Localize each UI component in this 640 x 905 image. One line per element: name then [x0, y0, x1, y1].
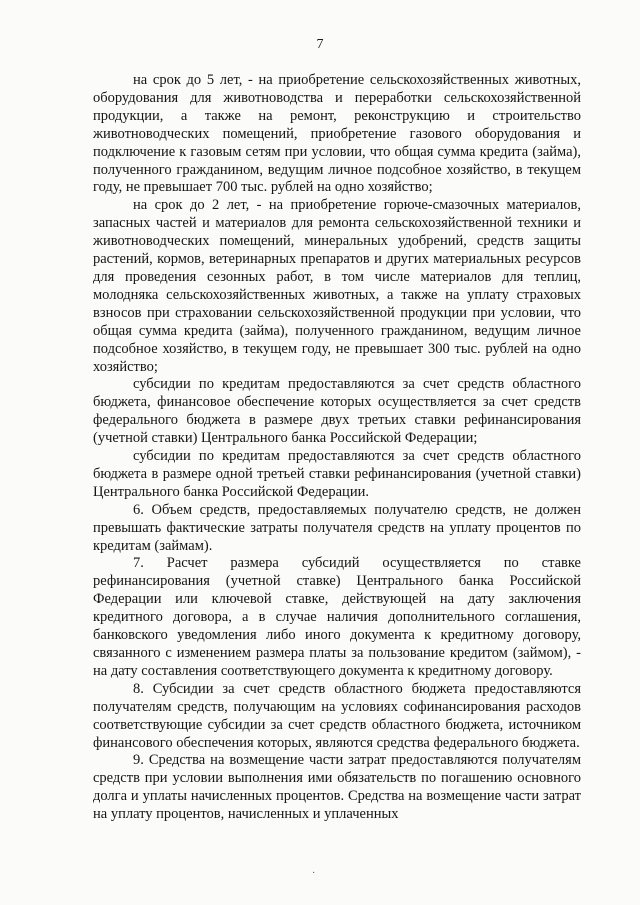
paragraph-term-2-years: на срок до 2 лет, - на приобретение горюче-смазочных материалов, запасных частей и материалов для ремонта сельскохозяйственной техники и животноводческих помещений, минеральных удобрений, средств защиты растений, кормов, ветеринарных препаратов и других материальных ресурсов для проведения сезонных работ, в том числе материалов для теплиц, молодняка сельскохозяйственных животных, а также на уплату страховых взносов при страховании сельскохозяйственной продукции при условии, что общая сумма кредита (займа), полученного гражданином, ведущим личное подсобное хозяйство, в текущем году, не превышает 300 тыс. рублей на одно хозяйство; [93, 197, 581, 375]
paragraph-item-8: 8. Субсидии за счет средств областного бюджета предоставляются получателям средств, получающим на условиях софинансирования расходов соответствующие субсидии за счет средств областного бюджета, источником финансового обеспечения которых, являются средства федерального бюджета. [93, 680, 581, 751]
document-body [93, 72, 581, 824]
page-number: 7 [316, 37, 324, 52]
paragraph-term-5-years: на срок до 5 лет, - на приобретение сельскохозяйственных животных, оборудования для животноводства и переработки сельскохозяйственной продукции, а также на ремонт, реконструкцию и строительство животноводческих помещений, приобретение газового оборудования и подключение к газовым сетям при условии, что общая сумма кредита (займа), полученного гражданином, ведущим личное подсобное хозяйство, в текущем году, не превышает 700 тыс. рублей на одно хозяйство; [93, 72, 581, 196]
paragraph-federal-subsidy: субсидии по кредитам предоставляются за счет средств областного бюджета, финансовое обеспечение которых осуществляется за счет средств федерального бюджета в размере двух третьих ставки рефинансирования (учетной ставки) Центрального банка Российской Федерации; [93, 376, 581, 447]
paragraph-item-6: 6. Объем средств, предоставляемых получателю средств, не должен превышать фактические затраты получателя средств на уплату процентов по кредитам (займам). [93, 501, 581, 554]
scan-speck: · [312, 868, 316, 879]
paragraph-item-9: 9. Средства на возмещение части затрат предоставляются получателям средств при условии выполнения ими обязательств по погашению основного долга и уплаты начисленных процентов. Средства на возмещение части затрат на уплату процентов, начисленных и уплаченных [93, 752, 581, 823]
paragraph-item-7: 7. Расчет размера субсидий осуществляется по ставке рефинансирования (учетной ставке) Центрального банка Российской Федерации или ключевой ставке, действующей на дату заключения кредитного договора, а в случае наличия дополнительного соглашения, банковского уведомления либо иного документа к кредитному договору, связанного с изменением размера платы за пользование кредитом (займом), - на дату составления соответствующего документа к кредитному договору. [93, 555, 581, 679]
paragraph-regional-subsidy: субсидии по кредитам предоставляются за счет средств областного бюджета в размере одной третьей ставки рефинансирования (учетной ставки) Центрального банка Российской Федерации. [93, 448, 581, 500]
